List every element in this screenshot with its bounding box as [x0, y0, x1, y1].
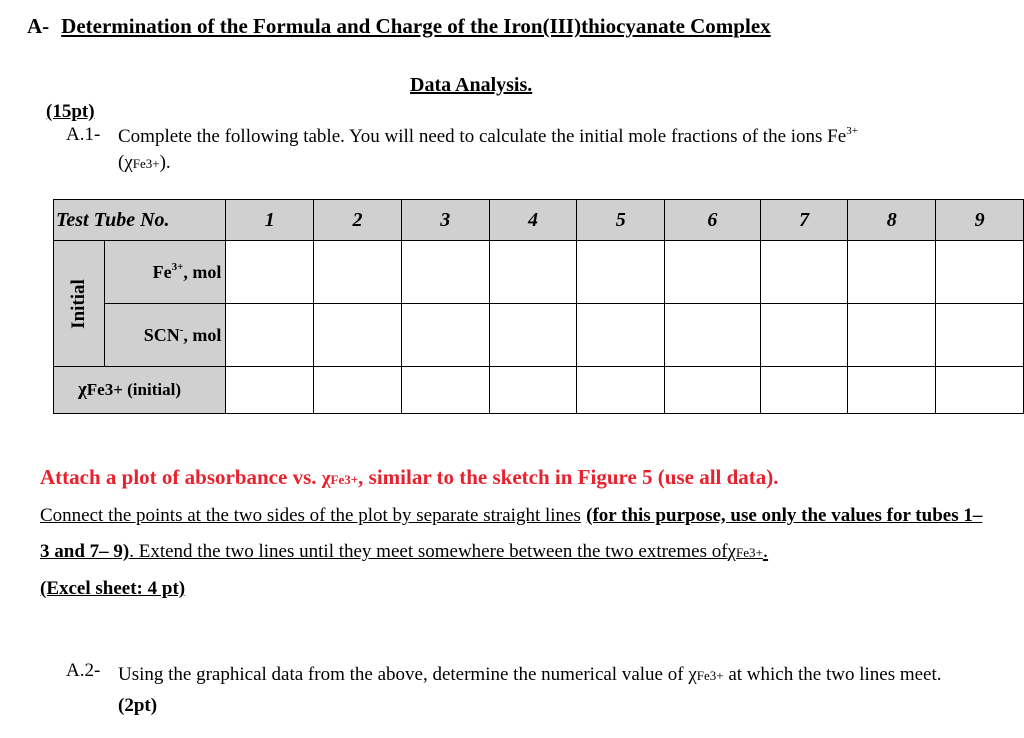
input-cell[interactable] [577, 367, 665, 414]
initial-label: Initial [67, 278, 89, 329]
input-cell[interactable] [760, 304, 848, 367]
chi-symbol: χ [321, 468, 331, 489]
chi-symbol: χ [124, 152, 133, 173]
row-label-main: SCN [143, 324, 180, 345]
column-header: 8 [848, 200, 936, 241]
column-header: 7 [760, 200, 848, 241]
a1-points: (15pt) [46, 101, 95, 122]
input-cell[interactable] [760, 241, 848, 304]
input-cell[interactable] [401, 304, 489, 367]
row-label-rest: , mol [183, 261, 222, 282]
attach-paragraph [40, 460, 986, 606]
input-cell[interactable] [665, 304, 761, 367]
section-heading: Data Analysis. [410, 74, 533, 96]
a2-text-before: Using the graphical data from the above, determine the numerical value of [118, 664, 684, 685]
attach-excel: (Excel sheet: 4 pt) [40, 578, 186, 599]
input-cell[interactable] [665, 241, 761, 304]
a2-points: (2pt) [118, 695, 158, 716]
row-label-scn [104, 304, 226, 367]
input-cell[interactable] [489, 241, 577, 304]
data-table [53, 199, 1024, 414]
page-title [27, 14, 771, 39]
input-cell[interactable] [314, 304, 402, 367]
table-row [54, 241, 1024, 304]
input-cell[interactable] [401, 241, 489, 304]
title-prefix: A- [27, 14, 50, 38]
column-header: 3 [401, 200, 489, 241]
input-cell[interactable] [226, 241, 314, 304]
row-label-mole-fraction [54, 367, 226, 414]
column-header: 1 [226, 200, 314, 241]
input-cell[interactable] [760, 367, 848, 414]
a2-chi-sub: Fe3+ [696, 668, 724, 683]
column-header: 6 [665, 200, 761, 241]
row-label-rest: , mol [183, 324, 222, 345]
input-cell[interactable] [848, 367, 936, 414]
input-cell[interactable] [577, 304, 665, 367]
input-cell[interactable] [401, 367, 489, 414]
input-cell[interactable] [226, 367, 314, 414]
table-row [54, 367, 1024, 414]
a1-text-after: ). [159, 152, 171, 173]
a1-instruction: Complete the following table. You will need to calculate the initial mole fractions of the ions $Fe^{3+}$ (χFe3+). [118, 124, 858, 173]
input-cell[interactable] [848, 241, 936, 304]
title-text: Determination of the Formula and Charge of the Iron(III)thiocyanate Complex [61, 14, 771, 38]
input-cell[interactable] [936, 241, 1024, 304]
input-cell[interactable] [848, 304, 936, 367]
a1-chi-sub: Fe3+ [132, 156, 160, 171]
input-cell[interactable] [665, 367, 761, 414]
input-cell[interactable] [314, 241, 402, 304]
attach-line3: . [762, 538, 769, 562]
a1-number: A.1- [66, 124, 101, 145]
column-header: 5 [577, 200, 665, 241]
row-label-sup: - [179, 323, 184, 336]
column-header: 4 [489, 200, 577, 241]
input-cell[interactable] [936, 367, 1024, 414]
a2-instruction [118, 660, 978, 721]
row-label-sup: 3+ [171, 260, 184, 273]
attach-chi-sub: Fe3+ [735, 545, 763, 560]
attach-bold1: (for this purpose, use only the values for tubes 1– 3 and 7– 9) [40, 505, 983, 562]
input-cell[interactable] [314, 367, 402, 414]
input-cell[interactable] [226, 304, 314, 367]
input-cell[interactable] [489, 367, 577, 414]
a1-text-before: Complete the following table. You will need to calculate the initial mole fractions of the ions Fe [118, 126, 847, 147]
a2-text-after: at which the two lines meet. [728, 664, 942, 685]
chi-symbol: χ [688, 664, 697, 685]
column-header: 2 [314, 200, 402, 241]
table-header-label: Test Tube No. [54, 200, 226, 241]
input-cell[interactable] [489, 304, 577, 367]
attach-line2: . Extend the two lines until they meet somewhere between the two extremes of [129, 541, 728, 562]
attach-line1: Connect the points at the two sides of the plot by separate straight lines [40, 505, 581, 526]
a2-number: A.2- [66, 660, 101, 681]
input-cell[interactable] [577, 241, 665, 304]
table-row [54, 304, 1024, 367]
initial-label-cell [54, 241, 105, 367]
input-cell[interactable] [936, 304, 1024, 367]
chi-symbol: χ [727, 541, 736, 562]
mole-fraction-label: Fe3+ (initial) [86, 380, 181, 399]
row-label-fe [104, 241, 226, 304]
attach-red-sub: Fe3+ [330, 472, 359, 487]
chi-symbol: χ [78, 379, 87, 400]
attach-red-1: Attach a plot of absorbance vs. [40, 465, 322, 489]
column-header: 9 [936, 200, 1024, 241]
row-label-main: Fe [152, 261, 172, 282]
attach-red-2: , similar to the sketch in Figure 5 (use all data). [358, 465, 779, 489]
table-header-row [54, 200, 1024, 241]
a1-superscript: 3+ [846, 124, 858, 137]
